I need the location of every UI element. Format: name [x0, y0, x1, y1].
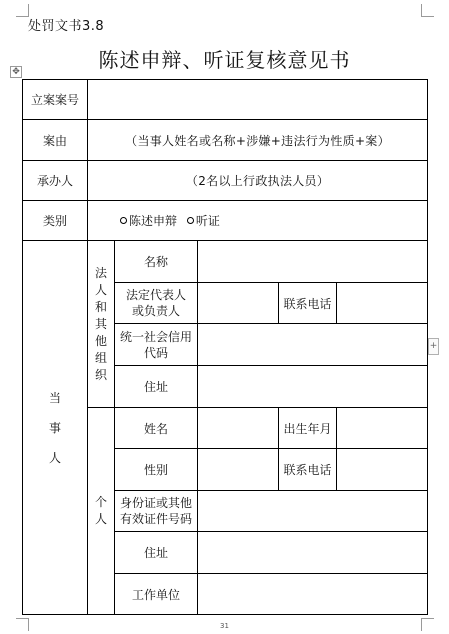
birth-date-label: 出生年月 [279, 408, 337, 449]
org-name-row [23, 241, 428, 283]
category-options [88, 201, 428, 241]
parties-label-char: 事 [48, 420, 61, 435]
legal-entity-label-char: 和 [94, 299, 107, 314]
parties-label [23, 241, 88, 615]
document-code: 处罚文书3.8 [28, 19, 105, 34]
individual-name-field[interactable] [198, 408, 279, 449]
legal-entity-label [88, 241, 115, 408]
individual-label-char: 个 [94, 495, 107, 509]
org-credit-code-label [115, 324, 198, 366]
individual-phone-field[interactable] [337, 449, 428, 491]
birth-date-field[interactable] [337, 408, 428, 449]
category-label: 类别 [23, 201, 88, 241]
page-number: 31 [220, 622, 229, 630]
review-opinion-table [22, 79, 428, 615]
legal-entity-label-char: 其 [94, 316, 107, 331]
org-address-label: 住址 [115, 366, 198, 408]
radio-circle-icon [120, 217, 127, 224]
legal-entity-label-char: 织 [94, 367, 107, 382]
legal-entity-label-char: 法 [94, 265, 107, 280]
individual-address-field[interactable] [198, 532, 428, 574]
case-number-row [23, 80, 428, 120]
org-representative-label-line: 法定代表人 [125, 288, 186, 302]
individual-label-char: 人 [94, 512, 107, 526]
workplace-label: 工作单位 [115, 574, 198, 615]
radio-circle-icon [187, 217, 194, 224]
case-cause-field[interactable]: （当事人姓名或名称+涉嫌+违法行为性质+案） [88, 120, 428, 161]
table-move-handle-icon[interactable]: ✥ [10, 66, 22, 78]
handler-label: 承办人 [23, 161, 88, 201]
individual-label [88, 408, 115, 615]
case-number-label: 立案案号 [23, 80, 88, 120]
radio-statement-defense-label: 陈述申辩 [129, 214, 178, 228]
legal-entity-label-char: 组 [94, 350, 107, 365]
case-number-field[interactable] [88, 80, 428, 120]
org-credit-code-label-line: 统一社会信用 [119, 329, 192, 344]
id-number-label-line: 有效证件号码 [119, 512, 192, 526]
org-representative-field[interactable] [198, 283, 279, 324]
radio-statement-defense[interactable] [120, 212, 177, 229]
handler-row [23, 161, 428, 201]
org-credit-code-field[interactable] [198, 324, 428, 366]
id-number-label-line: 身份证或其他 [119, 496, 192, 510]
id-number-label [115, 491, 198, 532]
case-cause-row [23, 120, 428, 161]
gender-field[interactable] [198, 449, 279, 491]
org-credit-code-label-line: 代码 [143, 345, 168, 360]
org-address-field[interactable] [198, 366, 428, 408]
radio-hearing-label: 听证 [195, 214, 220, 228]
document-title: 陈述申辩、听证复核意见书 [98, 48, 351, 72]
legal-entity-label-char: 人 [94, 282, 107, 297]
workplace-field[interactable] [198, 574, 428, 615]
individual-name-label: 姓名 [115, 408, 198, 449]
table-resize-handle-icon[interactable]: + [428, 338, 439, 355]
org-representative-label [115, 283, 198, 324]
parties-label-char: 当 [48, 390, 61, 405]
individual-address-label: 住址 [115, 532, 198, 574]
org-phone-field[interactable] [337, 283, 428, 324]
radio-hearing[interactable] [187, 212, 220, 229]
handler-field[interactable]: （2名以上行政执法人员） [88, 161, 428, 201]
gender-label: 性别 [115, 449, 198, 491]
org-name-label: 名称 [115, 241, 198, 283]
category-row [23, 201, 428, 241]
org-phone-label: 联系电话 [279, 283, 337, 324]
page-corner-mark [421, 4, 434, 17]
individual-phone-label: 联系电话 [279, 449, 337, 491]
parties-label-char: 人 [48, 450, 61, 465]
case-cause-label: 案由 [23, 120, 88, 161]
org-representative-label-line: 或负责人 [131, 304, 180, 318]
legal-entity-label-char: 他 [94, 333, 107, 348]
org-name-field[interactable] [198, 241, 428, 283]
id-number-field[interactable] [198, 491, 428, 532]
